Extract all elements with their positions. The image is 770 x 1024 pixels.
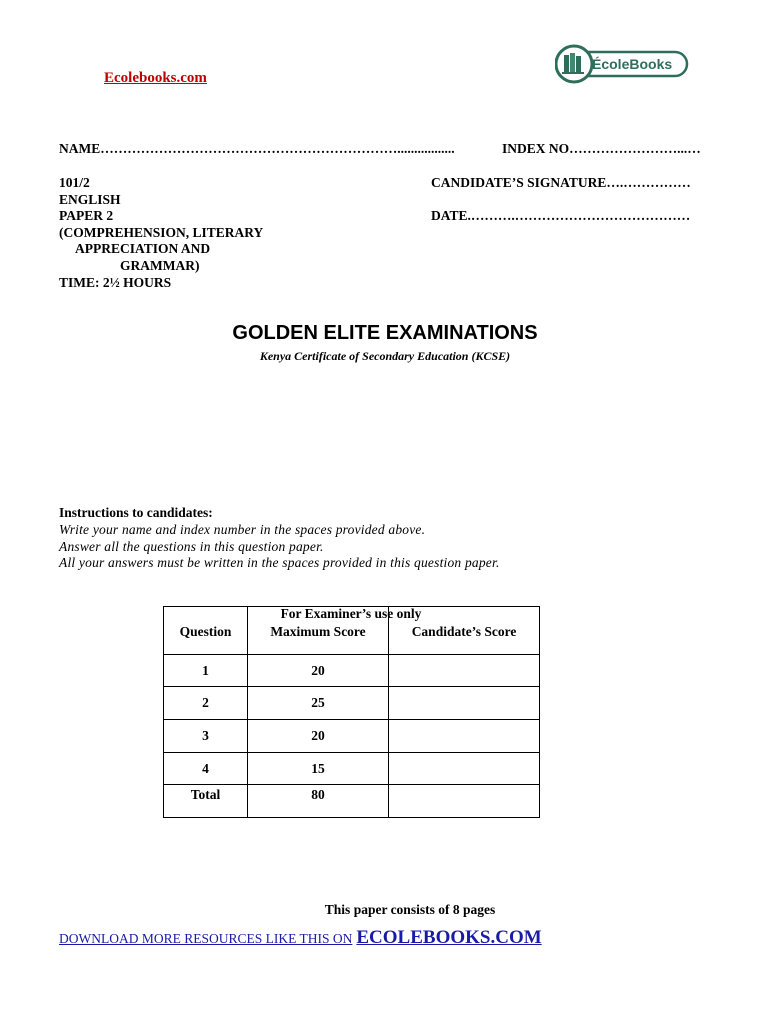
date-field: DATE.……….………………………………… [431,208,691,223]
signature-field: CANDIDATE’S SIGNATURE….…………… [431,175,691,190]
download-link[interactable] [59,927,542,949]
paper-description-line2: APPRECIATION AND [75,241,211,257]
instruction-item: All your answers must be written in the spaces provided in this question paper. [59,555,500,571]
paper-description-line1: (COMPREHENSION, LITERARY [59,224,264,240]
header-question: Question [164,607,248,655]
name-field: NAME…………………………………………………………................. [59,141,455,156]
question-cell: 4 [164,753,248,785]
question-cell: 2 [164,687,248,720]
table-row [164,785,540,818]
paper-subject: ENGLISH [59,191,121,207]
logo-text: ÉcoleBooks [592,56,673,72]
exam-title: GOLDEN ELITE EXAMINATIONS [232,322,538,344]
instructions [59,505,500,572]
question-cell: 3 [164,720,248,753]
download-site: ECOLEBOOKS.COM [356,927,542,948]
exam-subtitle: Kenya Certificate of Secondary Education (KCSE) [259,349,511,363]
candidate-score-cell[interactable] [389,753,540,785]
candidate-score-cell[interactable] [389,655,540,687]
pages-note: This paper consists of 8 pages [324,902,496,917]
table-row [164,720,540,753]
max-score-cell: 25 [248,687,389,720]
total-label-cell: Total [164,785,248,818]
header-max-score: Maximum Score [248,607,389,655]
instruction-item: Answer all the questions in this question paper. [59,538,324,554]
max-score-cell: 15 [248,753,389,785]
ecolebooks-logo [555,44,689,84]
download-prefix: DOWNLOAD MORE RESOURCES LIKE THIS ON [59,931,353,946]
total-score-cell[interactable] [389,785,540,818]
ecolebooks-site-link[interactable]: Ecolebooks.com [104,70,207,86]
paper-number: PAPER 2 [59,208,114,224]
candidate-score-cell[interactable] [389,687,540,720]
total-max-cell: 80 [248,785,389,818]
table-row [164,687,540,720]
paper-info [59,175,263,291]
max-score-cell: 20 [248,720,389,753]
question-cell: 1 [164,655,248,687]
paper-time: TIME: 2½ HOURS [59,274,172,290]
score-table-caption: For Examiner’s use only [280,606,422,621]
paper-code: 101/2 [59,175,90,190]
max-score-cell: 20 [248,655,389,687]
candidate-score-cell[interactable] [389,720,540,753]
instructions-heading: Instructions to candidates: [59,505,213,520]
score-table [163,606,540,818]
table-row [164,753,540,785]
instruction-item: Write your name and index number in the spaces provided above. [59,521,426,537]
paper-description-line3: GRAMMAR) [120,257,200,273]
header-candidate-score: Candidate’s Score [389,607,540,655]
table-row [164,655,540,687]
index-no-field: INDEX NO……………………...… [502,141,701,156]
